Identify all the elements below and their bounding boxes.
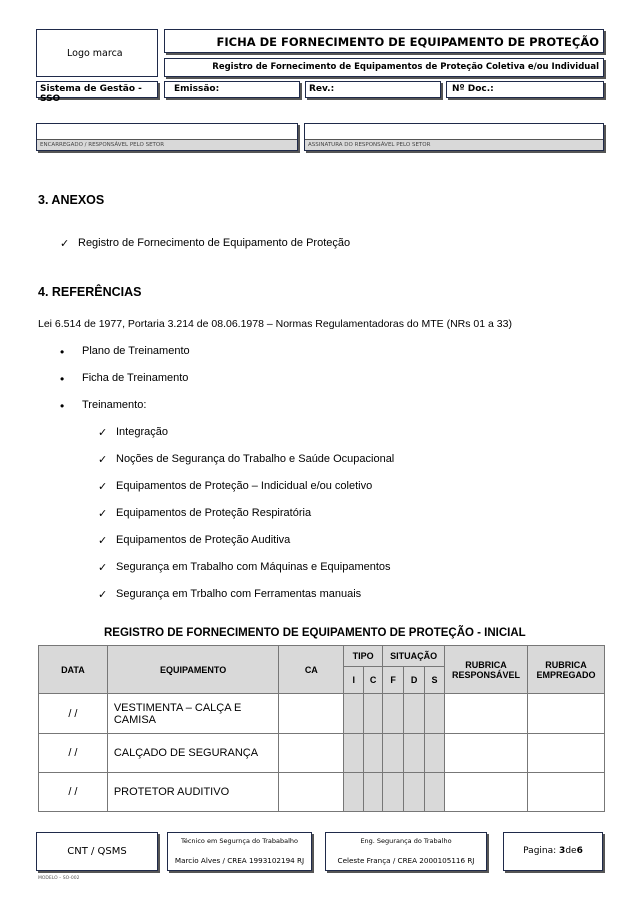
row-ca[interactable] [279, 773, 344, 812]
page-label: Pagina: [523, 846, 557, 856]
footer-page-box [503, 832, 603, 871]
title-box [164, 29, 604, 53]
row-tipo-i[interactable] [344, 773, 364, 812]
technician-name: Marcio Alves / CREA 1993102194 RJ [174, 856, 305, 865]
revision-label: Rev.: [309, 84, 335, 94]
col-data: DATA [39, 646, 108, 694]
training-item: ✓ Integração [116, 426, 168, 438]
col-d: D [404, 667, 425, 694]
row-rubrica-resp[interactable] [445, 734, 528, 773]
row-sit-s[interactable] [425, 773, 445, 812]
references-intro: Lei 6.514 de 1977, Portaria 3.214 de 08.06.1978 – Normas Regulamentadoras do MTE (NRs 01 a 33) [38, 318, 512, 330]
row-rubrica-emp[interactable] [527, 694, 604, 734]
table-row [39, 773, 605, 812]
page-total: 6 [576, 846, 583, 856]
annex-item: ✓ Registro de Fornecimento de Equipamento de Proteção [78, 237, 350, 249]
col-rubrica-responsavel: RUBRICA RESPONSÁVEL [445, 646, 528, 694]
col-c: C [364, 667, 383, 694]
col-situacao: SITUAÇÃO [383, 646, 445, 667]
col-i: I [344, 667, 364, 694]
revision-box [305, 81, 441, 98]
row-sit-f[interactable] [383, 773, 404, 812]
bullet-item: • Plano de Treinamento [82, 345, 190, 357]
document-subtitle: Registro de Fornecimento de Equipamentos de Proteção Coletiva e/ou Individual [212, 62, 599, 72]
model-code: MODELO – SO-002 [38, 876, 80, 881]
row-rubrica-resp[interactable] [445, 694, 528, 734]
bullet-item: • Ficha de Treinamento [82, 372, 188, 384]
subtitle-box [164, 58, 604, 77]
bullet-item: • Treinamento: [82, 399, 146, 411]
row-date[interactable]: / / [39, 694, 108, 734]
technician-role: Técnico em Segurnça do Trababalho [180, 837, 298, 845]
emission-label: Emissão: [174, 84, 220, 94]
footer-org: CNT / QSMS [67, 846, 127, 857]
training-item: ✓ Equipamentos de Proteção Respiratória [116, 507, 311, 519]
row-ca[interactable] [279, 694, 344, 734]
row-sit-f[interactable] [383, 734, 404, 773]
col-tipo: TIPO [344, 646, 383, 667]
training-item: ✓ Equipamentos de Proteção – Indicidual e/ou coletivo [116, 480, 372, 492]
row-rubrica-resp[interactable] [445, 773, 528, 812]
signature-box-right [304, 123, 604, 151]
row-equipment: VESTIMENTA – CALÇA E CAMISA [107, 694, 279, 734]
row-sit-f[interactable] [383, 694, 404, 734]
row-sit-d[interactable] [404, 734, 425, 773]
table-row [39, 734, 605, 773]
page-indicator [504, 846, 602, 856]
page-number: 3 [559, 846, 566, 856]
logo-box [36, 29, 158, 77]
signature-box-left [36, 123, 298, 151]
row-tipo-i[interactable] [344, 694, 364, 734]
signature-label-left: ENCARREGADO / RESPONSÁVEL PELO SETOR [37, 139, 297, 150]
col-s: S [425, 667, 445, 694]
row-date[interactable]: / / [39, 734, 108, 773]
training-item: ✓ Equipamentos de Proteção Auditiva [116, 534, 290, 546]
training-item: ✓ Noções de Segurança do Trabalho e Saúde Ocupacional [116, 453, 394, 465]
row-equipment: CALÇADO DE SEGURANÇA [107, 734, 279, 773]
section3-title: 3. ANEXOS [38, 193, 105, 207]
row-rubrica-emp[interactable] [527, 773, 604, 812]
col-f: F [383, 667, 404, 694]
row-sit-d[interactable] [404, 773, 425, 812]
register-title: REGISTRO DE FORNECIMENTO DE EQUIPAMENTO DE PROTEÇÃO - INICIAL [104, 627, 526, 639]
row-tipo-i[interactable] [344, 734, 364, 773]
footer-engineer-box [325, 832, 487, 871]
engineer-role: Eng. Segurança do Trabalho [360, 837, 452, 845]
col-rubrica-empregado: RUBRICA EMPREGADO [527, 646, 604, 694]
logo-text: Logo marca [67, 48, 123, 59]
row-ca[interactable] [279, 734, 344, 773]
register-table [38, 645, 605, 812]
doc-number-box [446, 81, 604, 98]
emission-box [164, 81, 300, 98]
row-sit-s[interactable] [425, 734, 445, 773]
row-sit-d[interactable] [404, 694, 425, 734]
doc-number-label: Nº Doc.: [452, 84, 494, 94]
training-item: ✓ Segurança em Trabalho com Máquinas e Equipamentos [116, 561, 391, 573]
system-label: Sistema de Gestão - SSO [40, 84, 142, 104]
row-date[interactable]: / / [39, 773, 108, 812]
row-tipo-c[interactable] [364, 773, 383, 812]
col-equipamento: EQUIPAMENTO [107, 646, 279, 694]
table-row [39, 694, 605, 734]
row-rubrica-emp[interactable] [527, 734, 604, 773]
page-separator: de [565, 846, 577, 856]
signature-label-right: ASSINATURA DO RESPONSÁVEL PELO SETOR [305, 139, 603, 150]
row-sit-s[interactable] [425, 694, 445, 734]
footer-technician-box [167, 832, 312, 871]
training-item: ✓ Segurança em Trbalho com Ferramentas manuais [116, 588, 361, 600]
col-ca: CA [279, 646, 344, 694]
row-equipment: PROTETOR AUDITIVO [107, 773, 279, 812]
row-tipo-c[interactable] [364, 734, 383, 773]
document-title: FICHA DE FORNECIMENTO DE EQUIPAMENTO DE PROTEÇÃO [216, 35, 599, 49]
row-tipo-c[interactable] [364, 694, 383, 734]
section4-title: 4. REFERÊNCIAS [38, 285, 142, 299]
system-box [36, 81, 158, 104]
engineer-name: Celeste França / CREA 2000105116 RJ [337, 856, 475, 865]
footer-org-box [36, 832, 158, 871]
